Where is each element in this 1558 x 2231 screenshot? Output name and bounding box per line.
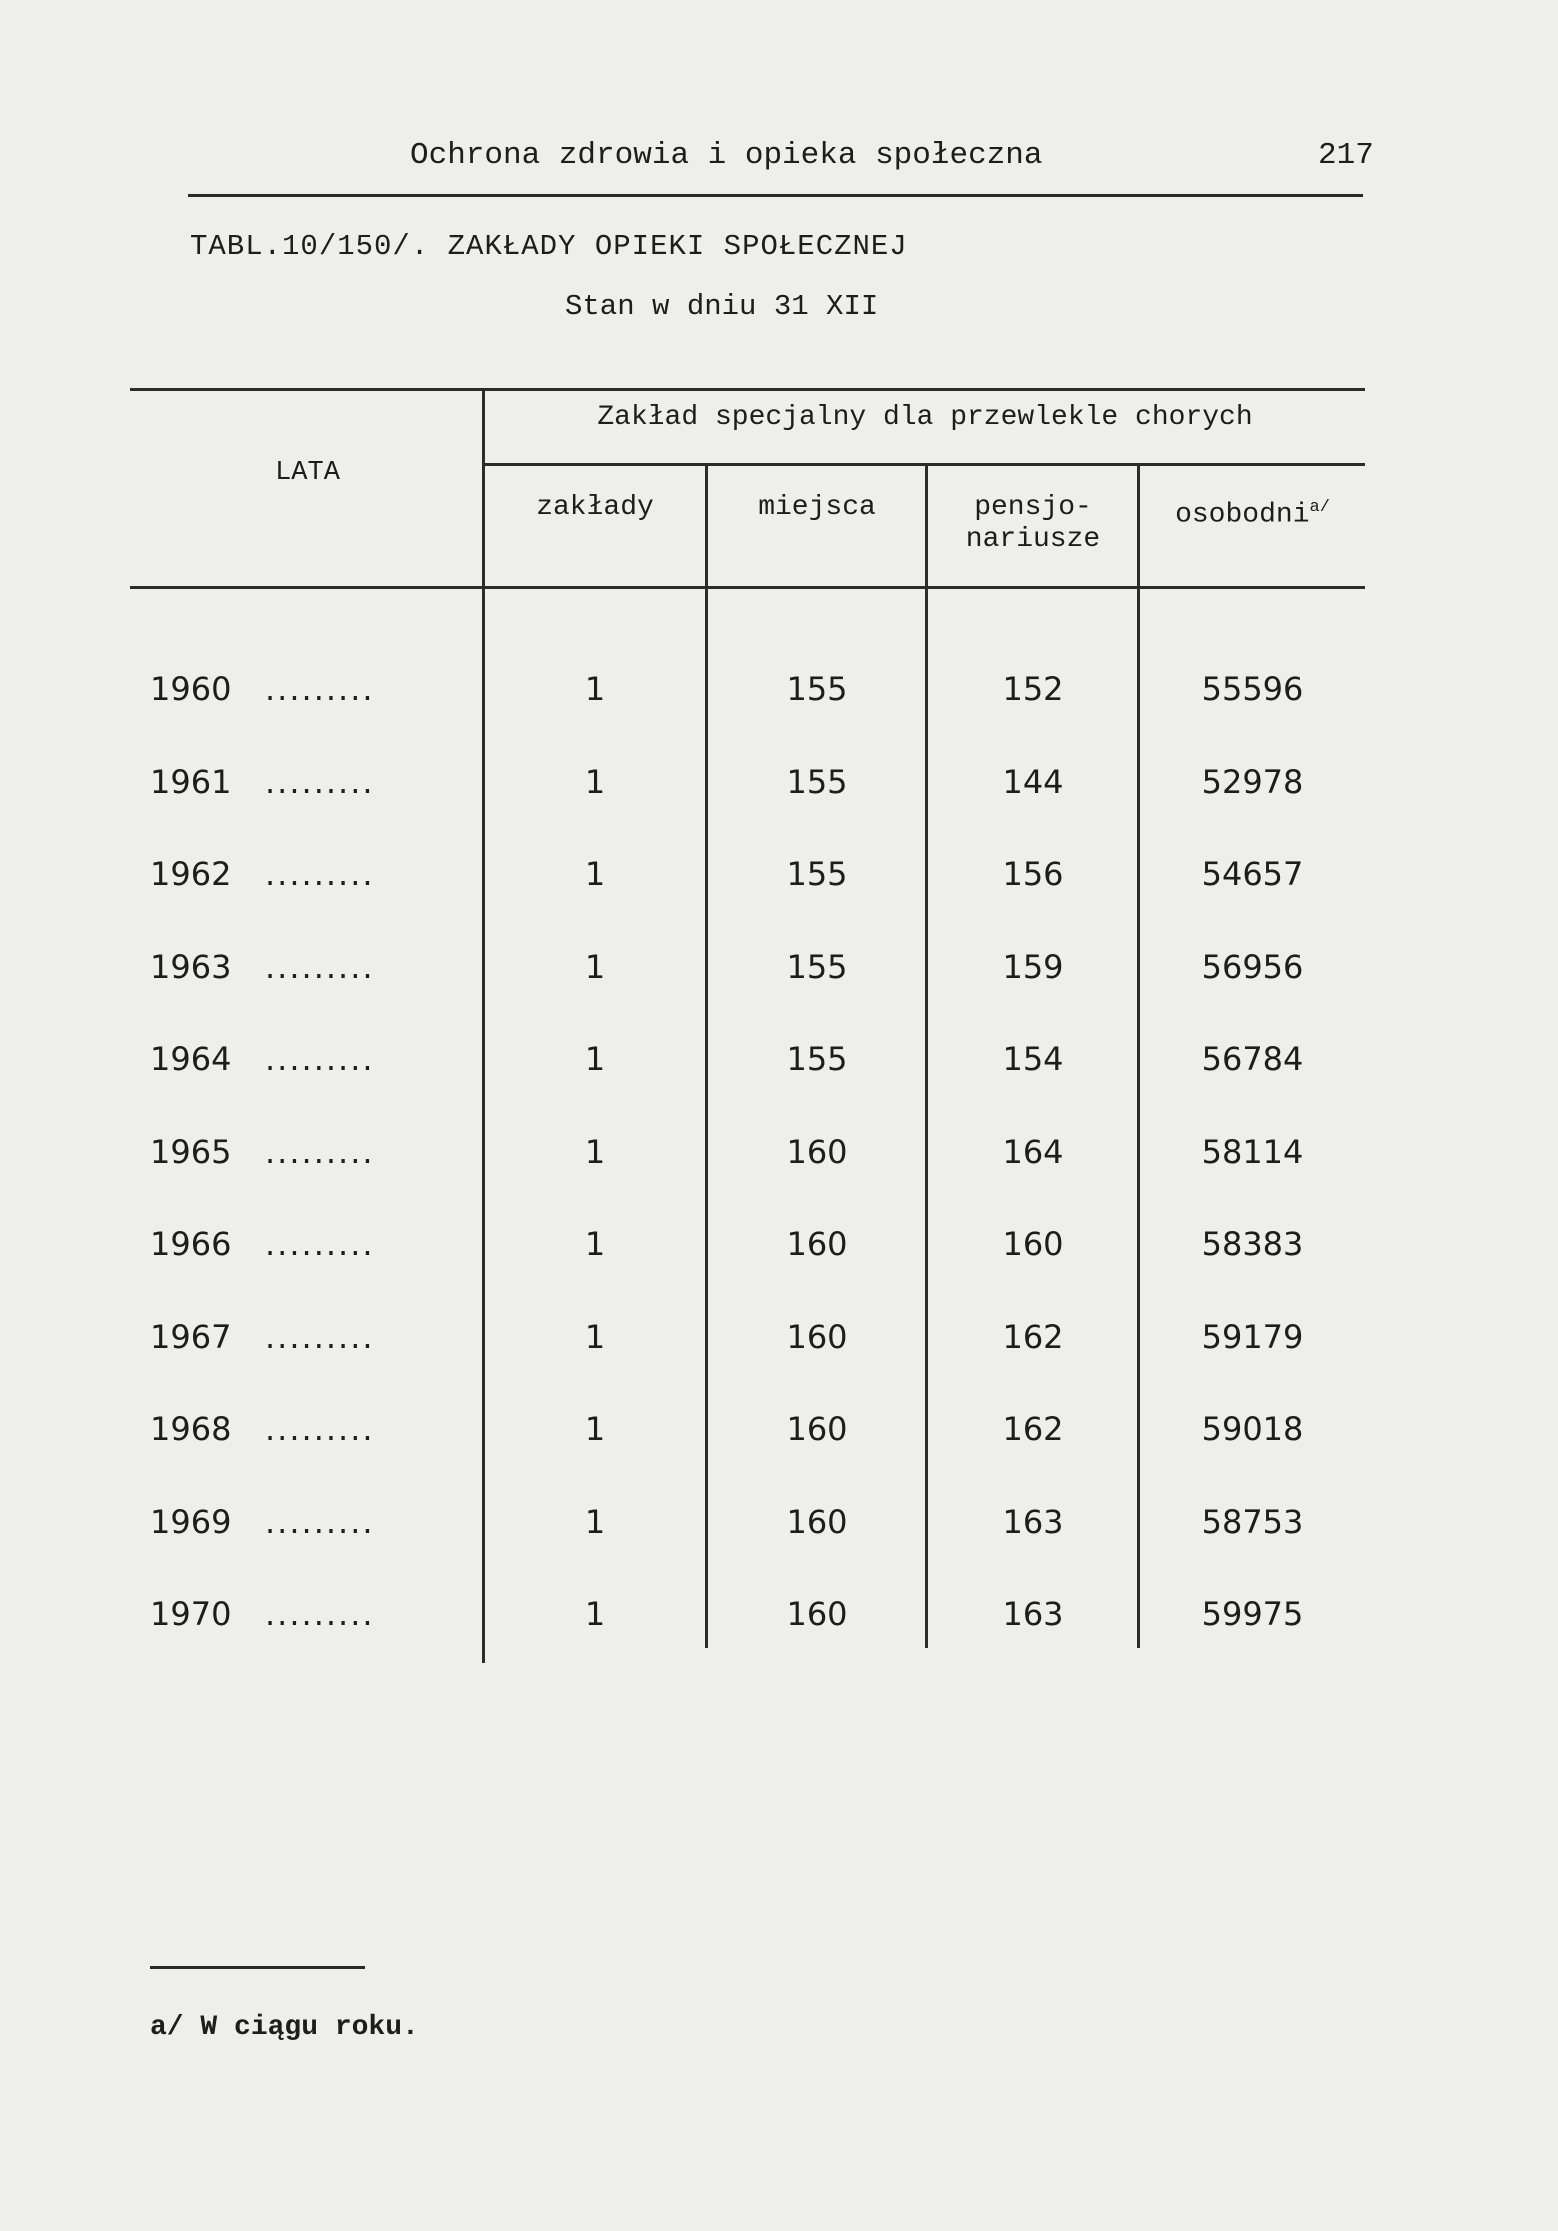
pensjonariusze-cell: 154	[1002, 1040, 1064, 1078]
footnote-rule	[150, 1966, 365, 1969]
year-cell: 1965	[150, 1132, 232, 1171]
zaklady-cell: 1	[584, 1595, 606, 1633]
table-row	[0, 1410, 1558, 1503]
osobodni-header-label: osobodni	[1175, 499, 1310, 531]
year-cell: 1961	[150, 762, 232, 801]
miejsca-cell: 160	[786, 1225, 848, 1263]
miejsca-cell: 160	[786, 1502, 848, 1541]
footnote: a/ W ciągu roku.	[150, 2012, 419, 2043]
pensjonariusze-cell: 156	[1002, 855, 1064, 893]
page-number: 217	[1318, 138, 1374, 173]
year-cell: 1968	[150, 1410, 232, 1448]
pensjonariusze-cell: 163	[1002, 1595, 1064, 1633]
osobodni-cell: 59975	[1201, 1595, 1304, 1633]
table-row	[0, 1503, 1558, 1596]
zaklady-cell: 1	[584, 1132, 606, 1171]
pensjonariusze-header-line2: nariusze	[965, 524, 1101, 555]
year-cell: 1966	[150, 1225, 232, 1263]
table-body	[0, 670, 1558, 1688]
zaklady-cell: 1	[584, 762, 606, 801]
table-row	[0, 948, 1558, 1041]
year-cell: 1960	[150, 670, 232, 708]
zaklady-cell: 1	[584, 1502, 606, 1541]
osobodni-cell: 52978	[1201, 762, 1304, 801]
osobodni-cell: 58383	[1201, 1225, 1304, 1263]
table-row	[0, 670, 1558, 763]
zaklady-column-header: zakłady	[536, 492, 654, 523]
zaklady-cell: 1	[584, 855, 606, 893]
leader-dots: .........	[265, 855, 375, 893]
miejsca-cell: 160	[786, 1132, 848, 1171]
year-cell: 1970	[150, 1595, 232, 1633]
osobodni-cell: 58753	[1201, 1502, 1304, 1541]
table-row	[0, 1225, 1558, 1318]
osobodni-cell: 55596	[1201, 670, 1304, 708]
header-rule	[188, 194, 1363, 197]
table-row	[0, 1318, 1558, 1411]
osobodni-cell: 59179	[1201, 1317, 1304, 1356]
osobodni-cell: 56784	[1201, 1040, 1304, 1078]
leader-dots: .........	[265, 1410, 375, 1448]
zaklady-cell: 1	[584, 1040, 606, 1078]
miejsca-cell: 160	[786, 1595, 848, 1633]
miejsca-cell: 155	[786, 670, 848, 708]
year-cell: 1967	[150, 1317, 232, 1356]
table-row	[0, 1040, 1558, 1133]
table-row	[0, 1133, 1558, 1226]
pensjonariusze-cell: 144	[1002, 762, 1064, 801]
table-subtitle: Stan w dniu 31 XII	[565, 290, 879, 323]
leader-dots: .........	[265, 1595, 375, 1633]
leader-dots: .........	[265, 1040, 375, 1078]
zaklady-cell: 1	[584, 1225, 606, 1263]
miejsca-column-header: miejsca	[758, 492, 876, 523]
pensjonariusze-cell: 164	[1002, 1132, 1064, 1171]
miejsca-cell: 155	[786, 1040, 848, 1078]
leader-dots: .........	[265, 1317, 375, 1356]
table-title: TABL.10/150/. ZAKŁADY OPIEKI SPOŁECZNEJ	[190, 230, 908, 263]
osobodni-footnote-marker: a/	[1309, 498, 1330, 517]
pensjonariusze-cell: 160	[1002, 1225, 1064, 1263]
table-row	[0, 1595, 1558, 1688]
leader-dots: .........	[265, 947, 375, 986]
miejsca-cell: 155	[786, 762, 848, 801]
leader-dots: .........	[265, 1225, 375, 1263]
year-cell: 1963	[150, 947, 232, 986]
header-bottom-rule	[130, 586, 1365, 589]
miejsca-cell: 160	[786, 1317, 848, 1356]
leader-dots: .........	[265, 1502, 375, 1541]
running-title: Ochrona zdrowia i opieka społeczna	[410, 138, 1043, 173]
osobodni-cell: 54657	[1201, 855, 1304, 893]
osobodni-cell: 59018	[1201, 1410, 1304, 1448]
table-row	[0, 855, 1558, 948]
leader-dots: .........	[265, 1132, 375, 1171]
year-cell: 1962	[150, 855, 232, 893]
leader-dots: .........	[265, 762, 375, 801]
osobodni-cell: 56956	[1201, 947, 1304, 986]
pensjonariusze-cell: 162	[1002, 1317, 1064, 1356]
osobodni-column-header	[1140, 492, 1365, 531]
pensjonariusze-cell: 152	[1002, 670, 1064, 708]
year-cell: 1964	[150, 1040, 232, 1078]
pensjonariusze-column-header	[928, 492, 1138, 556]
miejsca-cell: 160	[786, 1410, 848, 1448]
year-cell: 1969	[150, 1502, 232, 1541]
osobodni-cell: 58114	[1201, 1132, 1304, 1171]
pensjonariusze-cell: 162	[1002, 1410, 1064, 1448]
pensjonariusze-header-line1: pensjo-	[974, 492, 1092, 523]
zaklady-cell: 1	[584, 1317, 606, 1356]
years-column-header: LATA	[275, 458, 340, 488]
zaklady-cell: 1	[584, 1410, 606, 1448]
pensjonariusze-cell: 163	[1002, 1502, 1064, 1541]
zaklady-cell: 1	[584, 947, 606, 986]
pensjonariusze-cell: 159	[1002, 947, 1064, 986]
table-top-rule	[130, 388, 1365, 391]
miejsca-cell: 155	[786, 947, 848, 986]
group-column-header: Zakład specjalny dla przewlekle chorych	[597, 402, 1253, 433]
zaklady-cell: 1	[584, 670, 606, 708]
table-row	[0, 763, 1558, 856]
leader-dots: .........	[265, 670, 375, 708]
miejsca-cell: 155	[786, 855, 848, 893]
